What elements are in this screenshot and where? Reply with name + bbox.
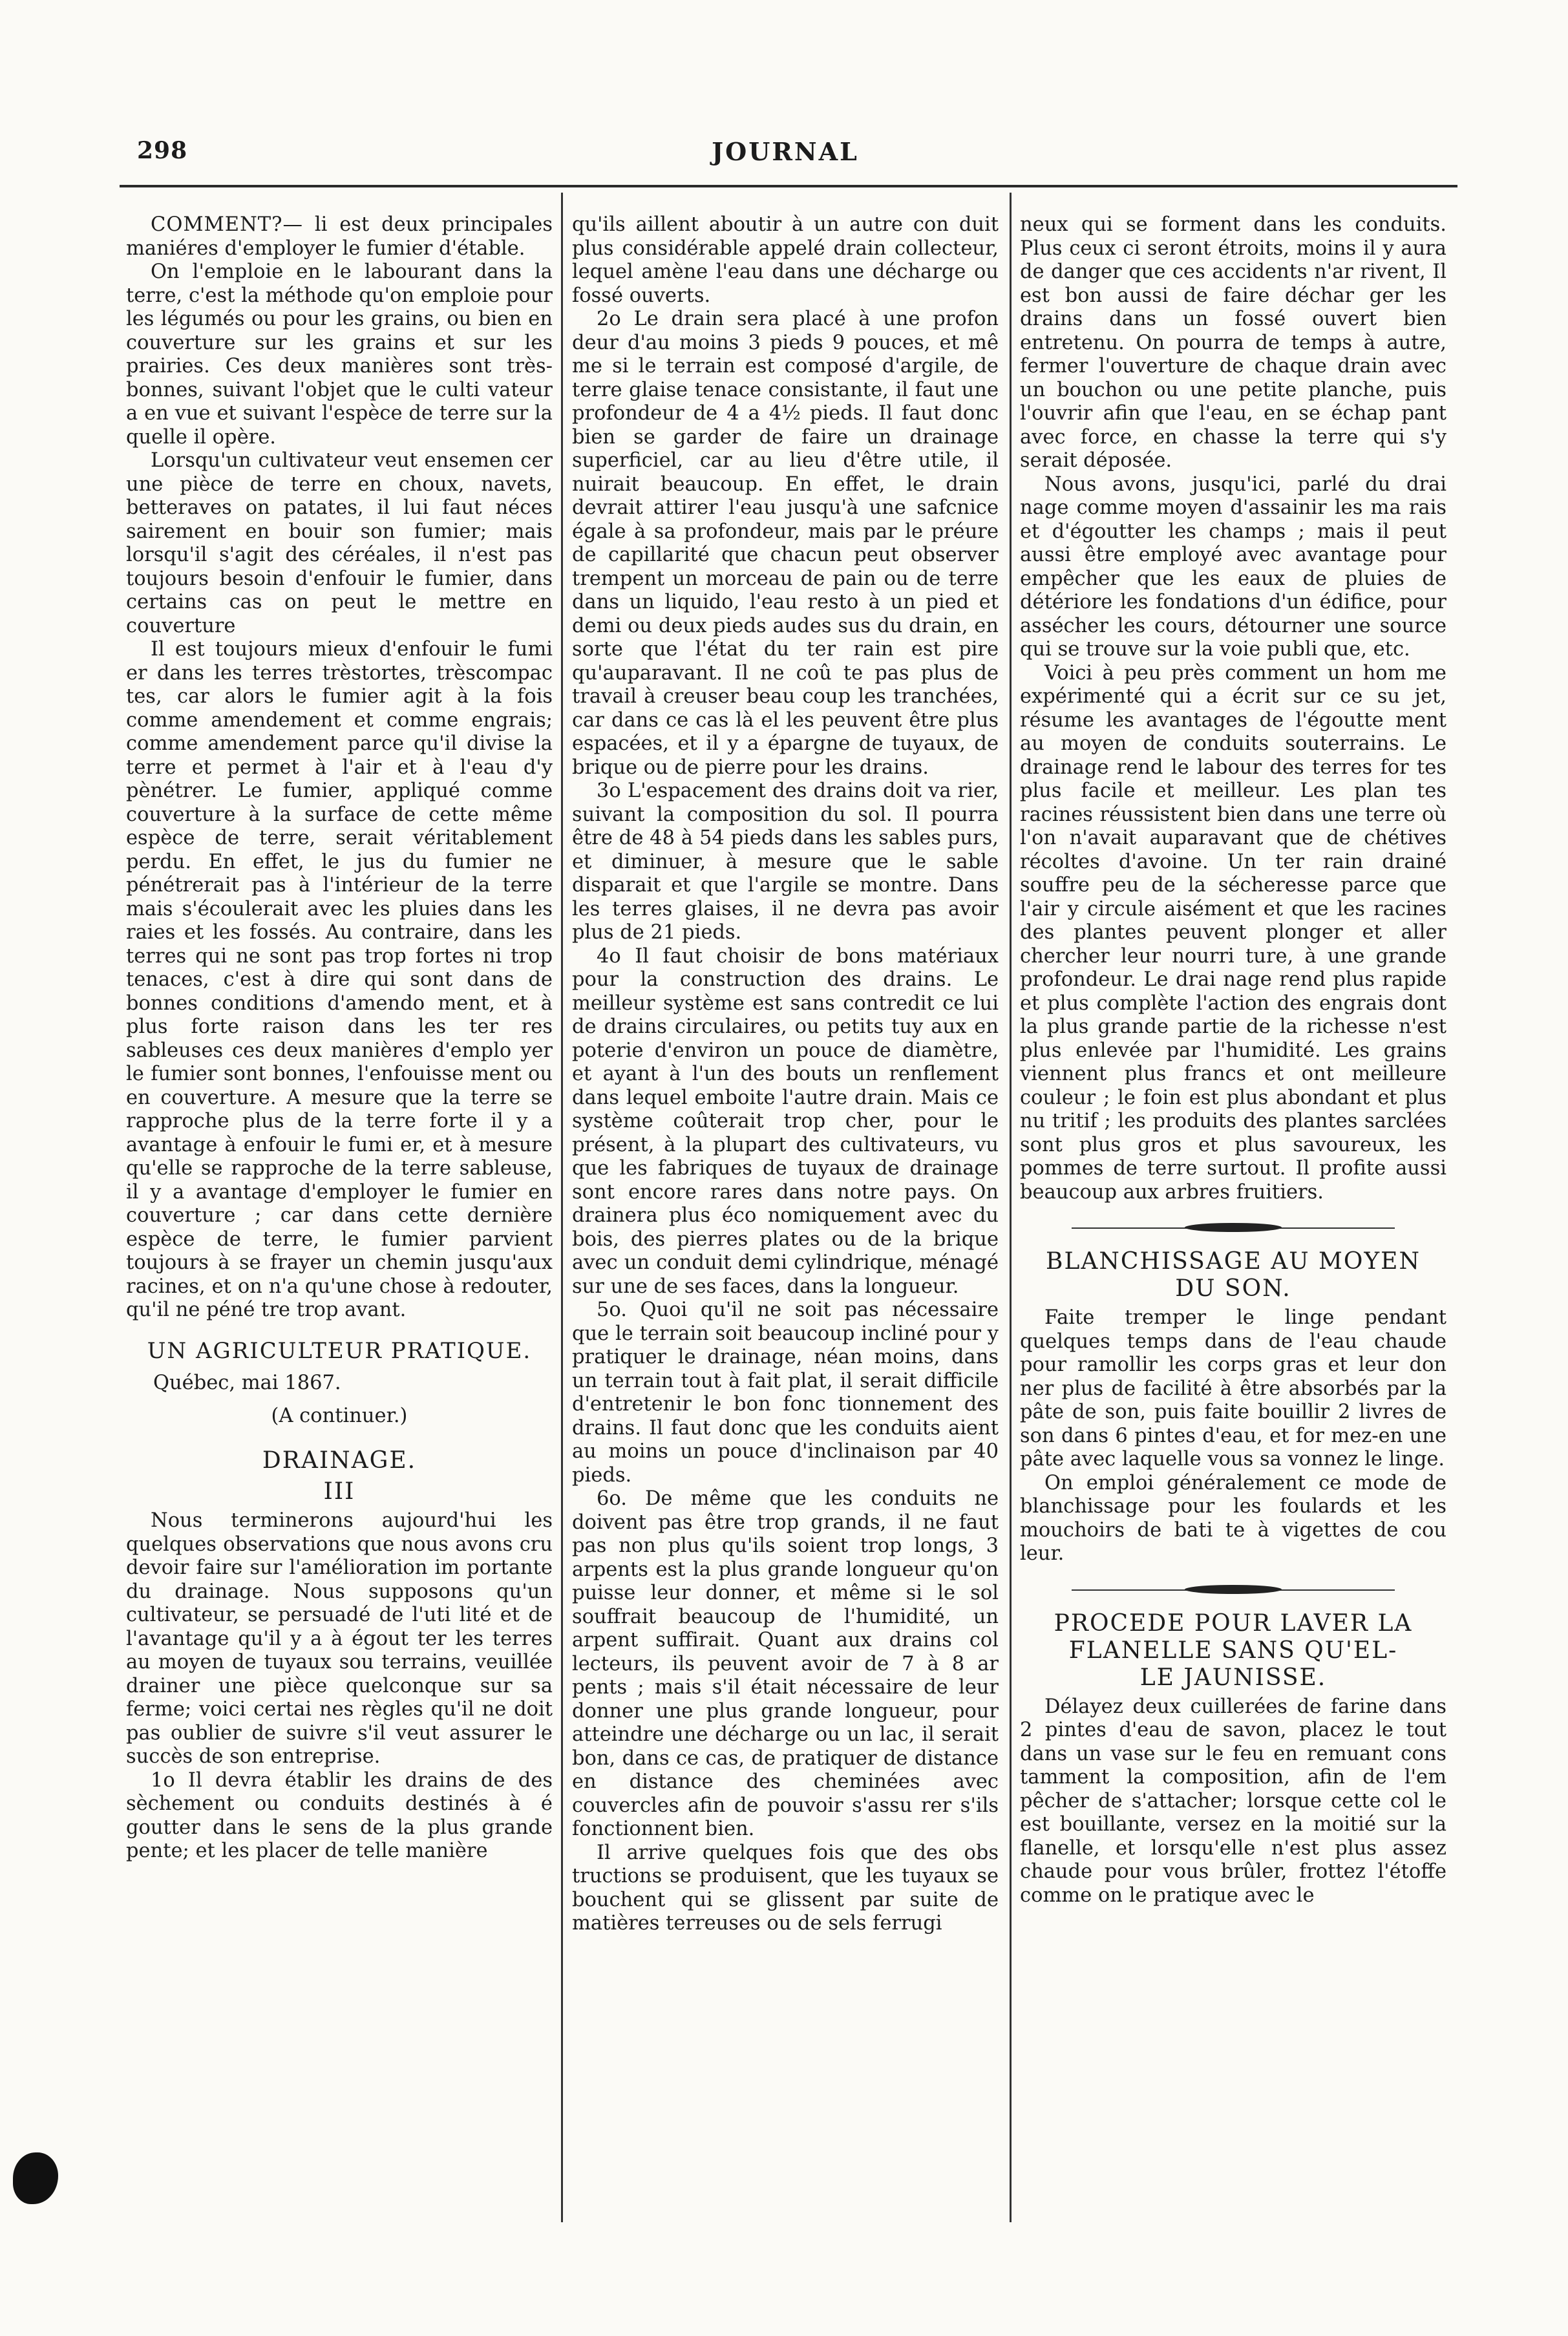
running-title: JOURNAL [712, 137, 859, 166]
section-title: DRAINAGE. [262, 1447, 417, 1474]
section-divider [1020, 1216, 1446, 1242]
paragraph: 4o Il faut choisir de bons matériaux pour la construction des drains. Le meilleur système est sans contredit ce lui de drains circulaires, ou petits tuy aux en poterie d'environ un pouce de diamètre, et ayant à l'un des bouts un renflement dans lequel emboite l'autre drain. Mais ce système coûterait trop cher, pour le présent, à la plupart des cultivateurs, vu que les fabriques de tuyaux de drainage sont encore rares dans notre pays. On drainera plus éco nomiquement avec du bois, des pierres plates ou de la brique avec un conduit demi cylindrique, ménagé sur une de ses faces, dans la longueur. [572, 944, 999, 1298]
section-title: LE JAUNISSE. [1139, 1664, 1327, 1691]
paragraph: Faite tremper le linge pendant quelques temps dans de l'eau chaude pour ramollir les corps gras et leur don ner plus de facilité à être absorbés par la pâte de son, puis faite bouillir 2 livres de son dans 6 pintes d'eau, et for mez-en une pâte avec laquelle vous sa vonnez le linge. [1020, 1306, 1446, 1471]
paragraph: Lorsqu'un cultivateur veut ensemen cer une pièce de terre en choux, navets, betteraves on patates, il lui faut néces sairement en bouir son fumier; mais lorsqu'il s'agit des céréales, il n'est pas toujours besoin d'enfouir le fumier, dans certains cas on peut le mettre en couverture [126, 449, 553, 637]
paragraph: 6o. De même que les conduits ne doivent pas être trop grands, il ne faut pas non plus qu'ils soient trop longs, 3 arpents est la plus grande longueur qu'on puisse leur donner, et même si le sol souffrait beaucoup de l'humidité, un arpent suffirait. Quant aux drains col lecteurs, ils peuvent avoir de 7 à 8 ar pents ; mais s'il était nécessaire de leur donner une plus grande longueur, pour atteindre une décharge ou un lac, il serait bon, dans ce cas, de pratiquer de distance en distance des cheminées avec couvercles afin de pouvoir s'assu rer s'ils fonctionnent bien. [572, 1487, 999, 1840]
section-title: PROCEDE POUR LAVER LA [1054, 1609, 1413, 1637]
paragraph-text: — li est deux principales maniéres d'employer le fumier d'étable. [126, 213, 553, 260]
column-1 [126, 213, 553, 2230]
header-rule [120, 185, 1457, 187]
paragraph: Il est toujours mieux d'enfouir le fumi er dans les terres trèstortes, trèscompac tes, car alors le fumier agit à la fois comme amendement et comme engrais; comme amendement parce qu'il divise la terre et permet à l'air et à l'eau d'y pènétrer. Le fumier, appliqué comme couverture à la surface de cette même espèce de terre, serait véritablement perdu. En effet, le jus du fumier ne pénétrerait pas à l'intérieur de la terre mais s'écoulerait avec les pluies dans les raies et les fossés. Au contraire, dans les terres qui ne sont pas trop fortes ni trop tenaces, c'est à dire qui sont dans de bonnes conditions d'amendo ment, et à plus forte raison dans les ter res sableuses ces deux manières d'emplo yer le fumier sont bonnes, l'enfouisse ment ou en couverture. A mesure que la terre se rapproche plus de la terre forte il y a avantage à enfouir le fumi er, et à mesure qu'elle se rapproche de la terre sableuse, il y a avantage d'employer le fumier en couverture ; car dans cette dernière espèce de terre, le fumier parvient toujours à se frayer un chemin jusqu'aux racines, et on n'a qu'une chose à redouter, qu'il ne péné tre trop avant. [126, 638, 553, 1321]
section-title: FLANELLE SANS QU'EL- [1068, 1637, 1398, 1664]
place-date: Québec, mai 1867. [153, 1372, 341, 1394]
paragraph: 3o L'espacement des drains doit va rier, suivant la composition du sol. Il pourra être de 48 à 54 pieds dans les sables purs, et diminuer, à mesure que le sable disparait et que l'argile se montre. Dans les terres glaises, il ne devra pas avoir plus de 21 pieds. [572, 780, 999, 944]
section-title: BLANCHISSAGE AU MOYEN [1046, 1248, 1421, 1275]
paragraph-comment [126, 213, 553, 260]
section-divider [1020, 1578, 1446, 1604]
paragraph: Nous terminerons aujourd'hui les quelques observations que nous avons cru devoir faire sur l'amélioration im portante du drainage. Nous supposons qu'un cultivateur, se persuadé de l'uti lité et de l'avantage qu'il y a à égout ter les terres au moyen de tuyaux sou terrains, veuillée drainer une pièce quelconque sur sa ferme; voici certai nes règles qu'il ne doit pas oublier de suivre s'il veut assurer le succès de son entreprise. [126, 1509, 553, 1768]
article-signature: UN AGRICULTEUR PRATIQUE. [147, 1337, 532, 1364]
paragraph: 5o. Quoi qu'il ne soit pas nécessaire que le terrain soit beaucoup incliné pour y pratiquer le drainage, néan moins, dans un terrain tout à fait plat, il serait difficile d'entretenir le bon fonc tionnement des drains. Il faut donc que les conduits aient au moins un pouce d'inclinaison par 40 pieds. [572, 1299, 999, 1487]
paragraph: neux qui se forment dans les conduits. Plus ceux ci seront étroits, moins il y aura de danger que ces accidents n'ar rivent, Il est bon aussi de faire déchar ger les drains dans un fossé ouvert bien entretenu. On pourra de temps à autre, fermer l'ouverture de chaque drain avec un bouchon ou une petite planche, puis l'ouvrir afin que l'eau, en se échap pant avec force, en chasse la terre qui s'y serait déposée. [1020, 213, 1446, 472]
paragraph: On emploi généralement ce mode de blanchissage pour les foulards et les mouchoirs de bati te à vigettes de cou leur. [1020, 1471, 1446, 1565]
paragraph: On l'emploie en le labourant dans la terre, c'est la méthode qu'on emploie pour les légumés ou pour les grains, ou bien en couverture sur les grains et sur les prairies. Ces deux manières sont très-bonnes, suivant l'objet que le culti vateur a en vue et suivant l'espèce de terre sur la quelle il opère. [126, 260, 553, 449]
paragraph: Voici à peu près comment un hom me expérimenté qui a écrit sur ce su jet, résume les avantages de l'égoutte ment au moyen de conduits souterrains. Le drainage rend le labour des terres for tes plus facile et meilleur. Les plan tes racines réussistent bien dans une terre où l'on n'avait auparavant que de chétives récoltes d'avoine. Un ter rain drainé souffre peu de la sécheresse parce que l'air y circule aisément et que les racines des plantes peuvent plonger et aller chercher leur nourri ture, à une grande profondeur. Le drai nage rend plus rapide et plus complète l'action des engrais dont la plus grande partie de la richesse n'est plus enlevée par l'humidité. Les grains viennent plus francs et ont meilleure couleur ; le foin est plus abondant et plus nu tritif ; les produits des plantes sarclées sont plus gros et plus savoureux, les pommes de terre surtout. Il profite aussi beaucoup aux arbres fruitiers. [1020, 661, 1446, 1204]
column-rule-1 [561, 193, 563, 2222]
section-title: DU SON. [1175, 1275, 1291, 1302]
column-3 [1020, 213, 1446, 2230]
paragraph: Nous avons, jusqu'ici, parlé du drai nage comme moyen d'assainir les ma rais et d'égoutter les champs ; mais il peut aussi être employé avec avantage pour empêcher que les eaux de pluies de détériore les fondations d'un édifice, pour assécher les cours, détourner une source qui se trouve sur la voie publi que, etc. [1020, 473, 1446, 661]
column-2 [572, 213, 999, 2230]
section-number: III [323, 1478, 355, 1505]
paragraph: qu'ils aillent aboutir à un autre con duit plus considérable appelé drain collecteur, lequel amène l'eau dans une décharge ou fossé ouverts. [572, 213, 999, 307]
ink-blot [13, 2152, 58, 2204]
paragraph: Délayez deux cuillerées de farine dans 2 pintes d'eau de savon, placez le tout dans un vase sur le feu en remuant cons tamment la composition, afin de l'em pêcher de s'attacher; lorsque cette col le est bouillante, versez en la moitié sur la flanelle, et lorsqu'elle n'est plus assez chaude pour vous brûler, frottez l'étoffe comme on le pratique avec le [1020, 1695, 1446, 1907]
paragraph: 2o Le drain sera placé à une profon deur d'au moins 3 pieds 9 pouces, et mê me si le terrain est composé d'argile, de terre glaise tenace consistante, il faut une profondeur de 4 a 4½ pieds. Il faut donc bien se garder de faire un drainage superficiel, car au lieu d'être utile, il nuirait beaucoup. En effet, le drain devrait attirer l'eau jusqu'à une safcnice égale à sa profondeur, mais par le préure de capillarité que chacun peut observer trempent un morceau de pain ou de terre dans un liquido, l'eau resto à un pied et demi ou deux pieds audes sus du drain, en sorte que l'état du ter rain est pire qu'auparavant. Il ne coû te pas plus de travail à creuser beau coup les tranchées, car dans ce cas là el les peuvent être plus espacées, et il y a épargne de tuyaux, de brique ou de pierre pour les drains. [572, 308, 999, 779]
column-rule-2 [1010, 193, 1012, 2222]
continued-note: (A continuer.) [271, 1404, 408, 1427]
page-number: 298 [137, 137, 188, 164]
lead-word: COMMENT? [151, 213, 283, 236]
paragraph: Il arrive quelques fois que des obs tructions se produisent, que les tuyaux se bouchent qui se glissent par suite de matières terreuses ou de sels ferrugi [572, 1841, 999, 1935]
paragraph: 1o Il devra établir les drains de des sèchement ou conduits destinés à é goutter dans le sens de la plus grande pente; et les placer de telle manière [126, 1768, 553, 1862]
